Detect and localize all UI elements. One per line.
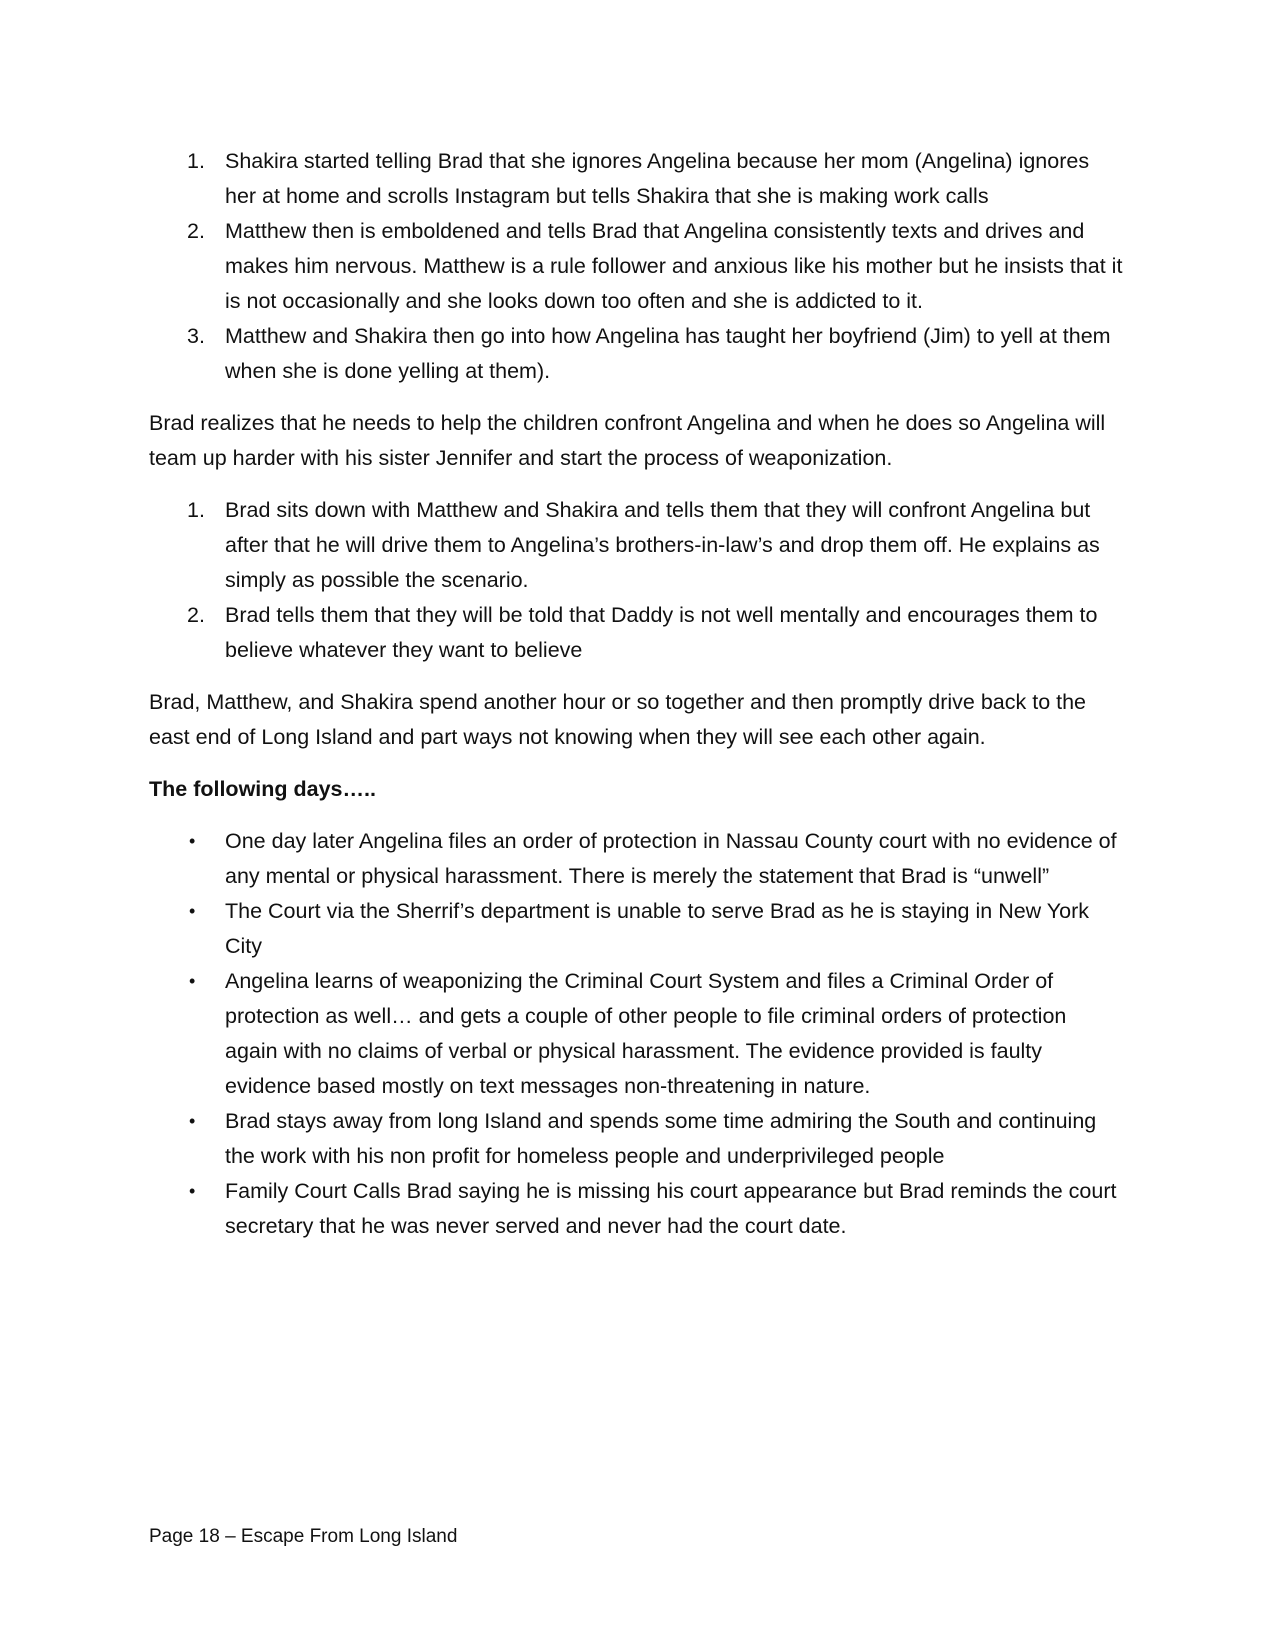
list-item-text: Matthew and Shakira then go into how Angelina has taught her boyfriend (Jim) to yell at them when she is done yelling at them). [225,324,1111,383]
list-item [149,894,1124,964]
paragraph-brad-realizes: Brad realizes that he needs to help the children confront Angelina and when he does so Angelina will team up harder with his sister Jennifer and start the process of weaponization. [149,411,1106,470]
numbered-list-1 [149,144,1124,389]
bullet-icon: • [189,901,196,921]
list-number: 2. [187,603,205,627]
bullet-icon: • [189,1181,196,1201]
page-content [149,144,1124,1244]
list-item-text: Matthew then is emboldened and tells Brad that Angelina consistently texts and drives and makes him nervous. Matthew is a rule follower and anxious like his mother but he insists that it is not occasionally and she looks down too often and she is addicted to it. [225,219,1123,313]
list-item [149,493,1124,598]
list-item [149,144,1124,214]
list-number: 1. [187,498,205,522]
list-item-text: Brad sits down with Matthew and Shakira and tells them that they will confront Angelina but after that he will drive them to Angelina’s brothers-in-law’s and drop them off. He explains as simply as possible the scenario. [225,498,1100,592]
list-item-text: Angelina learns of weaponizing the Criminal Court System and files a Criminal Order of protection as well… and gets a couple of other people to file criminal orders of protection again with no claims of verbal or physical harassment. The evidence provided is faulty evidence based mostly on text messages non-threatening in nature. [225,969,1067,1098]
list-item [149,1174,1124,1244]
list-item [149,964,1124,1104]
list-number: 2. [187,219,205,243]
list-item-text: Brad tells them that they will be told that Daddy is not well mentally and encourages them to believe whatever they want to believe [225,603,1098,662]
page-footer: Page 18 – Escape From Long Island [149,1526,458,1547]
list-item [149,1104,1124,1174]
section-heading: The following days….. [149,777,376,801]
list-item [149,598,1124,668]
bullet-icon: • [189,831,196,851]
list-item [149,319,1124,389]
list-item [149,824,1124,894]
bullet-list [149,824,1124,1244]
bullet-icon: • [189,1111,196,1131]
list-item-text: One day later Angelina files an order of protection in Nassau County court with no evidence of any mental or physical harassment. There is merely the statement that Brad is “unwell” [225,829,1117,888]
bullet-icon: • [189,971,196,991]
paragraph-part-ways: Brad, Matthew, and Shakira spend another hour or so together and then promptly drive back to the east end of Long Island and part ways not knowing when they will see each other again. [149,690,1087,749]
list-item-text: Family Court Calls Brad saying he is missing his court appearance but Brad reminds the court secretary that he was never served and never had the court date. [225,1179,1117,1238]
list-item-text: Shakira started telling Brad that she ignores Angelina because her mom (Angelina) ignores her at home and scrolls Instagram but tells Shakira that she is making work calls [225,149,1090,208]
list-number: 3. [187,324,205,348]
list-item-text: Brad stays away from long Island and spends some time admiring the South and continuing the work with his non profit for homeless people and underprivileged people [225,1109,1097,1168]
list-item-text: The Court via the Sherrif’s department is unable to serve Brad as he is staying in New York City [225,899,1090,958]
numbered-list-2 [149,493,1124,668]
list-item [149,214,1124,319]
list-number: 1. [187,149,205,173]
